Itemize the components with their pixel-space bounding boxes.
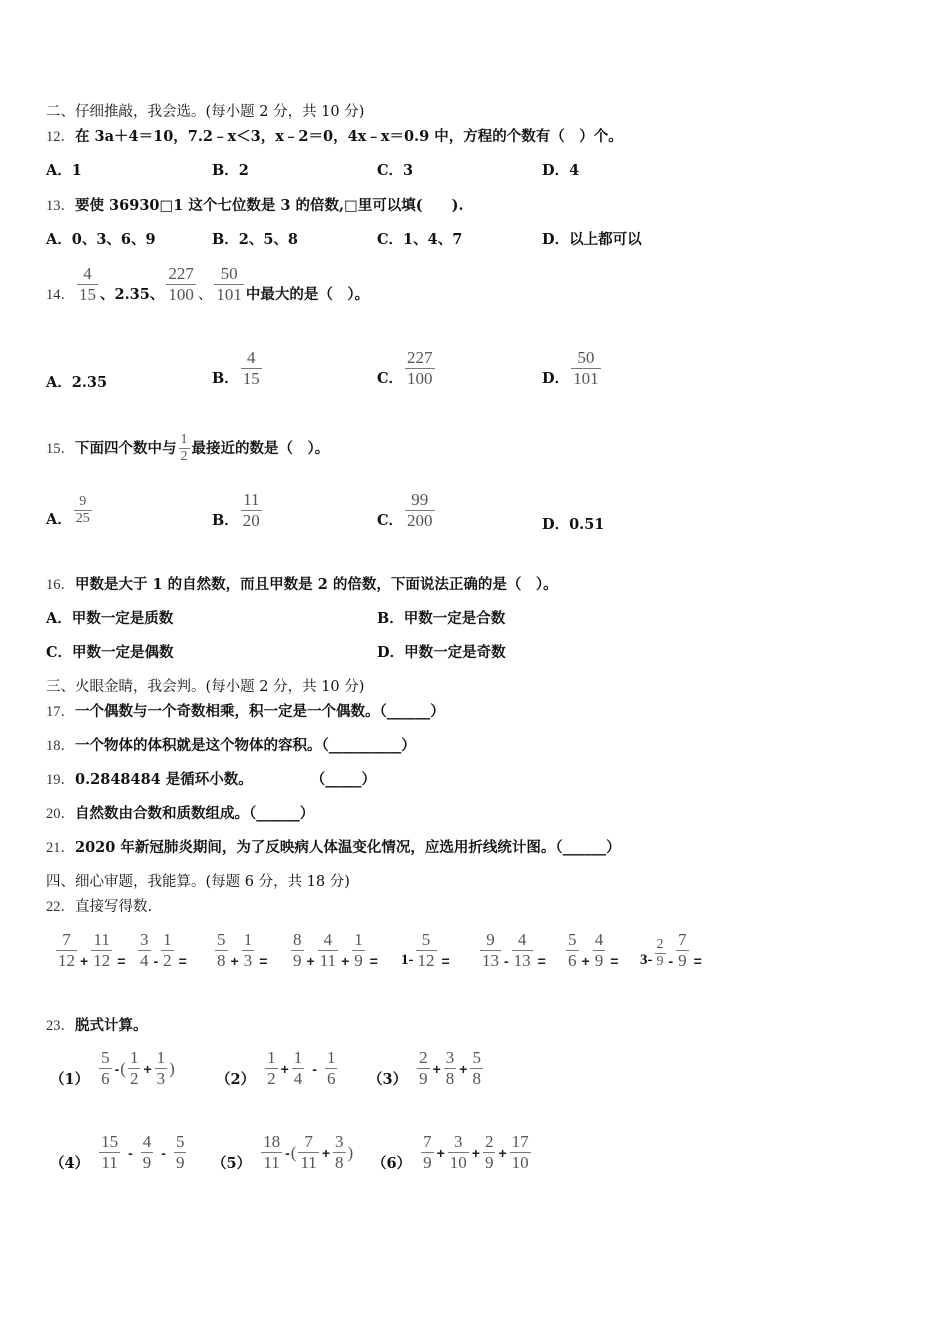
question-number: 17． — [46, 704, 75, 720]
numerator: 7 — [304, 1132, 313, 1151]
numerator: 3 — [335, 1132, 344, 1151]
mental-math-1 — [54, 930, 125, 971]
question-text: 要使 36930□1 这个七位数是 3 的倍数,□里可以填( ). — [75, 197, 464, 214]
question-number: 19． — [46, 772, 75, 788]
math-symbol: - — [504, 952, 509, 969]
calc-item-6 — [372, 1132, 533, 1173]
item-label: （3） — [368, 1071, 408, 1088]
question-19 — [46, 771, 376, 789]
fraction — [298, 1132, 318, 1173]
separator: 、2.35、 — [100, 285, 165, 303]
item-label: （4） — [50, 1155, 90, 1172]
section-4-heading: 四、细心审题，我能算。(每题 6 分，共 18 分) — [46, 874, 350, 890]
question-18 — [46, 737, 416, 755]
math-symbol: + — [230, 952, 239, 969]
item-label: （5） — [212, 1155, 252, 1172]
denominator: 3 — [243, 951, 253, 970]
numerator: 11 — [93, 930, 110, 949]
question-22 — [46, 898, 152, 916]
math-symbol: - — [312, 1060, 317, 1077]
denominator: 9 — [293, 951, 302, 970]
fraction — [470, 1048, 483, 1089]
question-12 — [46, 128, 623, 146]
numerator: 50 — [577, 348, 595, 367]
q16-option-b[interactable]: B．甲数一定是合数 — [377, 610, 506, 627]
calc-item-3 — [368, 1048, 485, 1089]
denominator: 9 — [354, 951, 363, 970]
numerator: 99 — [411, 490, 429, 509]
math-symbol: + — [80, 952, 89, 969]
question-number: 14． — [46, 286, 75, 303]
question-text: 下面四个数中与 — [75, 439, 177, 457]
denominator: 2 — [267, 1069, 276, 1088]
denominator: 9 — [423, 1153, 432, 1172]
calc-item-4 — [50, 1132, 188, 1173]
q15-option-d[interactable]: D．0.51 — [542, 516, 605, 533]
fraction — [333, 1132, 346, 1173]
denominator: 15 — [79, 285, 96, 304]
question-number: 13． — [46, 198, 75, 214]
numerator: 227 — [168, 264, 194, 283]
question-23 — [46, 1017, 148, 1035]
q14-option-c[interactable]: C． $\frac{227}{100}$ — [377, 348, 433, 388]
fraction — [416, 930, 437, 971]
fraction — [242, 930, 255, 971]
section-3-heading: 三、火眼金睛，我会判。(每小题 2 分，共 10 分) — [46, 679, 365, 695]
question-21 — [46, 839, 621, 857]
math-symbol: ) — [169, 1058, 175, 1078]
math-symbol: + — [581, 952, 590, 969]
denominator: 9 — [419, 1069, 428, 1088]
question-text: 直接写得数. — [75, 899, 153, 915]
fraction — [91, 930, 112, 971]
question-text[interactable]: 自然数由合数和质数组成。（______） — [75, 805, 315, 822]
question-number: 18． — [46, 738, 75, 754]
question-number: 23． — [46, 1018, 75, 1034]
denominator: 15 — [242, 369, 260, 388]
fraction — [166, 264, 196, 305]
numerator: 4 — [323, 930, 333, 949]
numerator: 2 — [656, 937, 664, 952]
numerator: 5 — [421, 930, 431, 949]
denominator: 9 — [484, 1153, 494, 1172]
math-symbol: 3- — [640, 952, 653, 968]
q14-option-d[interactable]: D． $\frac{50}{101}$ — [542, 348, 599, 388]
mental-math-8 — [640, 930, 702, 971]
math-symbol: = — [259, 952, 268, 969]
fraction — [655, 937, 666, 970]
denominator: 11 — [300, 1153, 317, 1172]
denominator: 2 — [163, 951, 172, 970]
math-symbol: + — [280, 1060, 289, 1077]
denominator: 101 — [216, 285, 242, 304]
denominator: 9 — [175, 1153, 185, 1172]
math-symbol: - — [668, 952, 674, 969]
denominator: 4 — [293, 1069, 303, 1088]
question-20 — [46, 805, 314, 823]
denominator: 25 — [75, 511, 90, 526]
numerator: 50 — [220, 264, 238, 283]
numerator: 4 — [517, 930, 527, 949]
fraction — [261, 1132, 282, 1173]
math-symbol: ) — [347, 1142, 354, 1162]
numerator: 3 — [140, 930, 149, 949]
numerator: 3 — [445, 1048, 455, 1067]
math-symbol: = — [369, 952, 378, 969]
fraction — [155, 1048, 168, 1089]
math-symbol: + — [321, 1144, 330, 1161]
math-symbol: + — [471, 1144, 480, 1161]
denominator: 12 — [417, 951, 435, 970]
numerator: 7 — [423, 1132, 432, 1151]
denominator: 12 — [58, 951, 75, 970]
math-symbol: ( — [120, 1058, 126, 1078]
question-text: 脱式计算。 — [75, 1017, 148, 1034]
fraction — [483, 1132, 496, 1173]
separator: 、 — [197, 286, 213, 303]
denominator: 8 — [335, 1153, 344, 1172]
denominator: 8 — [445, 1069, 455, 1088]
denominator: 100 — [407, 369, 433, 388]
mental-math-2 — [136, 930, 187, 971]
question-text[interactable]: 0.2848484 是循环小数。 （_____） — [75, 771, 377, 788]
fraction — [421, 1132, 434, 1173]
mental-math-7 — [564, 930, 618, 971]
denominator: 10 — [511, 1153, 529, 1172]
fraction — [99, 1132, 120, 1173]
numerator: 5 — [568, 930, 577, 949]
q12-option-d[interactable]: D．4 — [542, 162, 580, 179]
q13-option-a[interactable]: A．0、3、6、9 — [46, 231, 156, 248]
numerator: 15 — [101, 1132, 119, 1151]
q12-option-c[interactable]: C．3 — [377, 162, 414, 179]
numerator: 5 — [101, 1048, 110, 1067]
math-symbol: + — [432, 1060, 441, 1077]
mental-math-6 — [478, 930, 546, 971]
question-number: 20． — [46, 806, 75, 822]
denominator: 9 — [656, 954, 664, 969]
question-text[interactable]: 一个偶数与一个奇数相乘，积一定是一个偶数。（______） — [75, 703, 445, 720]
math-symbol: - — [153, 952, 159, 969]
fraction — [74, 494, 92, 527]
q12-option-a[interactable]: A．1 — [46, 162, 82, 179]
math-symbol: - — [128, 1144, 133, 1161]
numerator: 8 — [293, 930, 302, 949]
numerator: 1 — [156, 1048, 166, 1067]
math-symbol: + — [436, 1144, 445, 1161]
question-text: 最接近的数是（ ）。 — [191, 439, 330, 457]
numerator: 4 — [142, 1132, 152, 1151]
fraction — [241, 348, 262, 389]
denominator: 6 — [326, 1069, 336, 1088]
question-number: 22． — [46, 899, 75, 915]
fraction — [174, 1132, 187, 1173]
fraction — [214, 264, 244, 305]
question-15 — [46, 432, 329, 465]
math-symbol: - — [285, 1144, 290, 1161]
numerator: 5 — [472, 1048, 481, 1067]
fraction — [318, 930, 338, 971]
numerator: 1 — [267, 1048, 276, 1067]
numerator: 11 — [243, 490, 260, 509]
fraction — [265, 1048, 278, 1089]
numerator: 18 — [263, 1132, 281, 1151]
fraction — [510, 1132, 531, 1173]
question-17 — [46, 703, 445, 721]
fraction — [138, 930, 151, 971]
numerator: 9 — [486, 930, 495, 949]
q15-option-b[interactable]: B． $\frac{11}{20}$ — [212, 490, 260, 530]
question-number: 12． — [46, 129, 75, 145]
fraction — [405, 490, 435, 531]
numerator: 2 — [484, 1132, 494, 1151]
q16-option-a[interactable]: A．甲数一定是质数 — [46, 610, 174, 627]
math-symbol: + — [459, 1060, 468, 1077]
denominator: 11 — [319, 951, 337, 970]
fraction — [405, 348, 435, 389]
denominator: 4 — [140, 951, 149, 970]
fraction — [128, 1048, 141, 1089]
denominator: 9 — [142, 1153, 152, 1172]
q15-option-a[interactable]: A． $\frac{9}{25}$ — [46, 494, 90, 528]
fraction — [161, 930, 174, 971]
math-symbol: 1- — [401, 952, 414, 968]
question-text: 甲数是大于 1 的自然数，而且甲数是 2 的倍数，下面说法正确的是（ ）。 — [75, 576, 558, 593]
fraction — [99, 1048, 112, 1089]
fraction — [241, 490, 262, 531]
question-number: 15． — [46, 440, 75, 457]
numerator: 7 — [62, 930, 71, 949]
denominator: 13 — [482, 951, 499, 970]
fraction — [448, 1132, 469, 1173]
numerator: 7 — [678, 930, 687, 949]
question-text: 在 3a＋4＝10，7.2﹣x＜3，x﹣2＝0，4x﹣x＝0.9 中，方程的个数有（ ）个。 — [75, 128, 623, 145]
math-symbol: = — [537, 952, 546, 969]
denominator: 12 — [93, 951, 111, 970]
q16-option-c[interactable]: C．甲数一定是偶数 — [46, 644, 174, 661]
item-label: （6） — [372, 1155, 412, 1172]
denominator: 13 — [513, 951, 531, 970]
fraction — [77, 264, 98, 305]
denominator: 2 — [129, 1069, 139, 1088]
numerator: 1 — [354, 930, 363, 949]
numerator: 1 — [163, 930, 172, 949]
fraction — [566, 930, 579, 971]
math-symbol: - — [161, 1144, 166, 1161]
question-16 — [46, 576, 558, 594]
fraction — [512, 930, 533, 971]
math-symbol: - — [114, 1060, 120, 1077]
math-symbol: = — [693, 952, 702, 969]
denominator: 9 — [678, 951, 687, 970]
fraction — [352, 930, 365, 971]
numerator: 3 — [454, 1132, 463, 1151]
denominator: 3 — [156, 1069, 166, 1088]
math-symbol: = — [178, 952, 187, 969]
fraction — [480, 930, 501, 971]
numerator: 1 — [326, 1048, 336, 1067]
q16-option-d[interactable]: D．甲数一定是奇数 — [377, 644, 506, 661]
denominator: 11 — [101, 1153, 118, 1172]
denominator: 100 — [168, 285, 194, 304]
numerator: 4 — [247, 348, 256, 367]
q13-option-d[interactable]: D．以上都可以 — [542, 231, 642, 248]
calc-item-5 — [212, 1132, 353, 1173]
question-number: 21． — [46, 840, 75, 856]
fraction — [676, 930, 689, 971]
q14-option-b[interactable]: B． $\frac{4}{15}$ — [212, 348, 260, 388]
numerator: 1 — [129, 1048, 139, 1067]
numerator: 9 — [79, 494, 87, 509]
q15-option-c[interactable]: C． $\frac{99}{200}$ — [377, 490, 433, 530]
question-13 — [46, 197, 464, 215]
math-symbol: + — [498, 1144, 507, 1161]
denominator: 6 — [568, 951, 577, 970]
fraction — [179, 432, 190, 465]
mental-math-4 — [289, 930, 378, 971]
fraction — [417, 1048, 430, 1089]
denominator: 10 — [449, 1153, 467, 1172]
fraction — [292, 1048, 305, 1089]
math-symbol: = — [610, 952, 619, 969]
math-symbol: ( — [290, 1142, 297, 1162]
q13-option-b[interactable]: B．2、5、8 — [212, 231, 299, 248]
math-symbol: = — [117, 952, 126, 969]
denominator: 8 — [217, 951, 226, 970]
q14-option-a[interactable]: A．2.35 — [46, 374, 108, 391]
numerator: 1 — [293, 1048, 303, 1067]
numerator: 5 — [217, 930, 226, 949]
numerator: 17 — [511, 1132, 529, 1151]
mental-math-3 — [213, 930, 267, 971]
question-text[interactable]: 2020 年新冠肺炎期间，为了反映病人体温变化情况，应选用折线统计图。（______） — [75, 839, 621, 856]
fraction — [215, 930, 228, 971]
item-label: （2） — [216, 1071, 256, 1088]
fraction — [593, 930, 606, 971]
denominator: 9 — [594, 951, 604, 970]
numerator: 1 — [180, 432, 188, 447]
calc-item-1 — [50, 1048, 175, 1089]
fraction — [141, 1132, 154, 1173]
denominator: 2 — [180, 449, 188, 464]
question-number: 16． — [46, 577, 75, 593]
denominator: 20 — [242, 511, 260, 530]
math-symbol: + — [341, 952, 350, 969]
item-label: （1） — [50, 1071, 90, 1088]
math-symbol: + — [306, 952, 315, 969]
denominator: 101 — [573, 369, 599, 388]
numerator: 4 — [594, 930, 604, 949]
numerator: 1 — [243, 930, 253, 949]
fraction — [571, 348, 601, 389]
math-symbol: = — [441, 952, 450, 969]
question-14 — [46, 264, 369, 305]
q12-option-b[interactable]: B．2 — [212, 162, 249, 179]
fraction — [291, 930, 304, 971]
fraction — [56, 930, 77, 971]
calc-item-2 — [216, 1048, 339, 1089]
mental-math-5 — [401, 930, 450, 971]
fraction — [444, 1048, 457, 1089]
question-text: 中最大的是（ ）。 — [245, 285, 370, 303]
question-text[interactable]: 一个物体的体积就是这个物体的容积。（__________） — [75, 737, 416, 754]
numerator: 4 — [83, 264, 92, 283]
section-2-heading: 二、仔细推敲，我会选。(每小题 2 分，共 10 分) — [46, 104, 365, 120]
numerator: 2 — [419, 1048, 428, 1067]
numerator: 5 — [175, 1132, 185, 1151]
q13-option-c[interactable]: C．1、4、7 — [377, 231, 463, 248]
math-symbol: + — [143, 1060, 152, 1077]
denominator: 200 — [407, 511, 433, 530]
numerator: 227 — [407, 348, 433, 367]
denominator: 11 — [263, 1153, 280, 1172]
denominator: 8 — [472, 1069, 481, 1088]
fraction — [325, 1048, 338, 1089]
denominator: 6 — [101, 1069, 110, 1088]
